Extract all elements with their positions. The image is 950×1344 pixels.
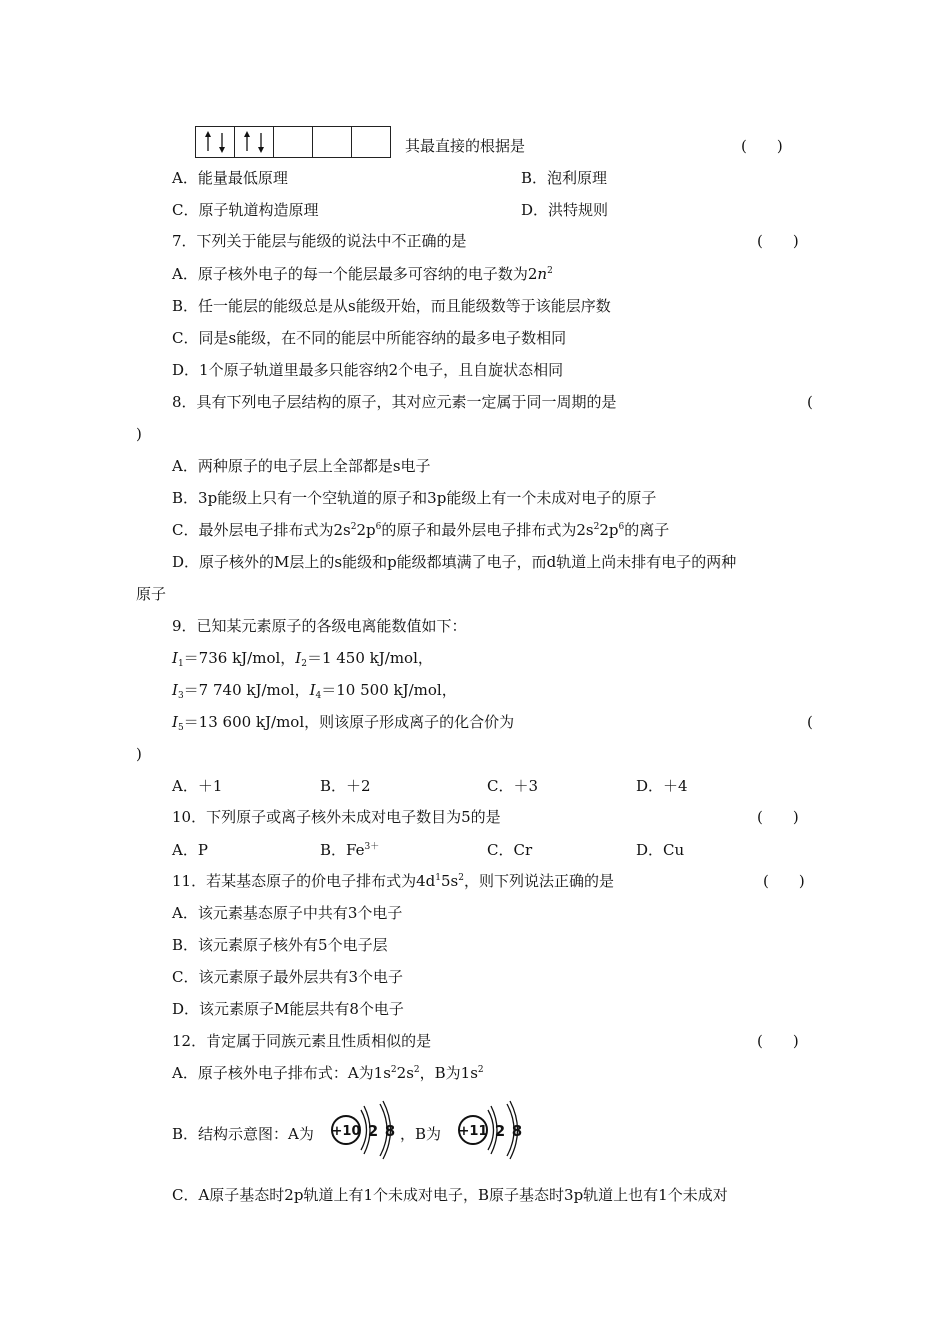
q11-option-c: C．该元素原子最外层共有3个电子 [172, 968, 404, 986]
q9-blank-open: ( [807, 713, 813, 731]
q11-answer-blank: ( ) [763, 872, 805, 890]
q7-option-a: A．原子核外电子的每一个能层最多可容纳的电子数为$2n^2$ [172, 265, 553, 283]
atom-a-shell-2: 8 [384, 1122, 396, 1140]
atom-a-shell-1: 2 [367, 1122, 379, 1140]
q10-answer-blank: ( ) [757, 808, 799, 826]
q9-option-d: D．＋4 [636, 777, 688, 795]
q12-stem: 12．肯定属于同族元素且性质相似的是 [172, 1032, 432, 1050]
q9-ionization-line3: $I_5=13$ 600 kJ/mol，则该原子形成离子的化合价为 [172, 713, 515, 733]
q6-answer-blank: ( ) [741, 137, 783, 155]
atom-a-nucleus: +10 [331, 1124, 361, 1139]
q8-option-b: B．3p能级上只有一个空轨道的原子和3p能级上有一个未成对电子的原子 [172, 489, 657, 507]
atom-structure-a [328, 1098, 402, 1166]
q12-option-b-label: B．结构示意图：A为 [172, 1125, 314, 1143]
q6-option-c: C．原子轨道构造原理 [172, 201, 319, 219]
q8-option-c: C．最外层电子排布式为$2s^22p^6$的原子和最外层电子排布式为$2s^22p^6$的离子 [172, 521, 670, 539]
atom-b-nucleus: +11 [458, 1124, 488, 1139]
q10-option-a: A．P [172, 841, 208, 859]
q6-stem-tail: 其最直接的根据是 [405, 137, 526, 155]
q7-answer-blank: ( ) [757, 232, 799, 250]
q12-option-a: A．原子核外电子排布式：A为$1s^22s^2$，B为$1s^2$ [172, 1064, 484, 1082]
q7-option-b: B．任一能层的能级总是从s能级开始，而且能级数等于该能层序数 [172, 297, 611, 315]
orbital-box [234, 126, 274, 158]
spin-pair-icon [235, 127, 273, 157]
q11-option-a: A．该元素基态原子中共有3个电子 [172, 904, 403, 922]
q6-option-d: D．洪特规则 [521, 201, 609, 219]
q8-option-d-line2: 原子 [136, 585, 167, 603]
q10-option-d: D．Cu [636, 841, 685, 859]
q10-option-b: B．$Fe^{3+}$ [320, 841, 380, 859]
q6-option-b: B．泡利原理 [521, 169, 608, 187]
q9-stem: 9．已知某元素原子的各级电离能数值如下： [172, 617, 467, 635]
q8-option-a: A．两种原子的电子层上全部都是s电子 [172, 457, 431, 475]
q12-option-b-mid: ，B为 [400, 1125, 442, 1143]
q9-option-b: B．＋2 [320, 777, 371, 795]
orbital-box-empty [312, 126, 352, 158]
q11-option-d: D．该元素原子M能层共有8个电子 [172, 1000, 404, 1018]
q12-answer-blank: ( ) [757, 1032, 799, 1050]
atom-structure-b [455, 1098, 529, 1166]
spin-pair-icon [196, 127, 234, 157]
q11-stem: 11．若某基态原子的价电子排布式为$4d^15s^2$，则下列说法正确的是 [172, 872, 614, 890]
orbital-box-empty [351, 126, 391, 158]
q7-option-c: C．同是s能级，在不同的能层中所能容纳的最多电子数相同 [172, 329, 567, 347]
q9-ionization-line1: $I_1=736$ kJ/mol，$I_2=1$ 450 kJ/mol， [172, 649, 433, 669]
orbital-box [195, 126, 235, 158]
q9-option-a: A．＋1 [172, 777, 223, 795]
orbital-box-empty [273, 126, 313, 158]
q6-option-a: A．能量最低原理 [172, 169, 288, 187]
q9-blank-close: ) [136, 745, 142, 763]
orbital-diagram [196, 126, 391, 158]
q7-option-d: D．1个原子轨道里最多只能容纳2个电子，且自旋状态相同 [172, 361, 564, 379]
q11-option-b: B．该元素原子核外有5个电子层 [172, 936, 388, 954]
q8-blank-close: ) [136, 425, 142, 443]
atom-b-shell-1: 2 [494, 1122, 506, 1140]
q10-stem: 10．下列原子或离子核外未成对电子数目为5的是 [172, 808, 501, 826]
q8-blank-open: ( [807, 393, 813, 411]
q7-stem: 7．下列关于能层与能级的说法中不正确的是 [172, 232, 467, 250]
q8-option-d-line1: D．原子核外的M层上的s能级和p能级都填满了电子，而d轨道上尚未排有电子的两种 [172, 553, 737, 571]
atom-b-shell-2: 8 [511, 1122, 523, 1140]
q9-ionization-line2: $I_3=7$ 740 kJ/mol，$I_4=10$ 500 kJ/mol， [172, 681, 457, 701]
q10-option-c: C．Cr [487, 841, 533, 859]
q12-option-c: C．A原子基态时2p轨道上有1个未成对电子，B原子基态时3p轨道上也有1个未成对 [172, 1186, 728, 1204]
q8-stem: 8．具有下列电子层结构的原子，其对应元素一定属于同一周期的是 [172, 393, 617, 411]
q9-option-c: C．＋3 [487, 777, 539, 795]
